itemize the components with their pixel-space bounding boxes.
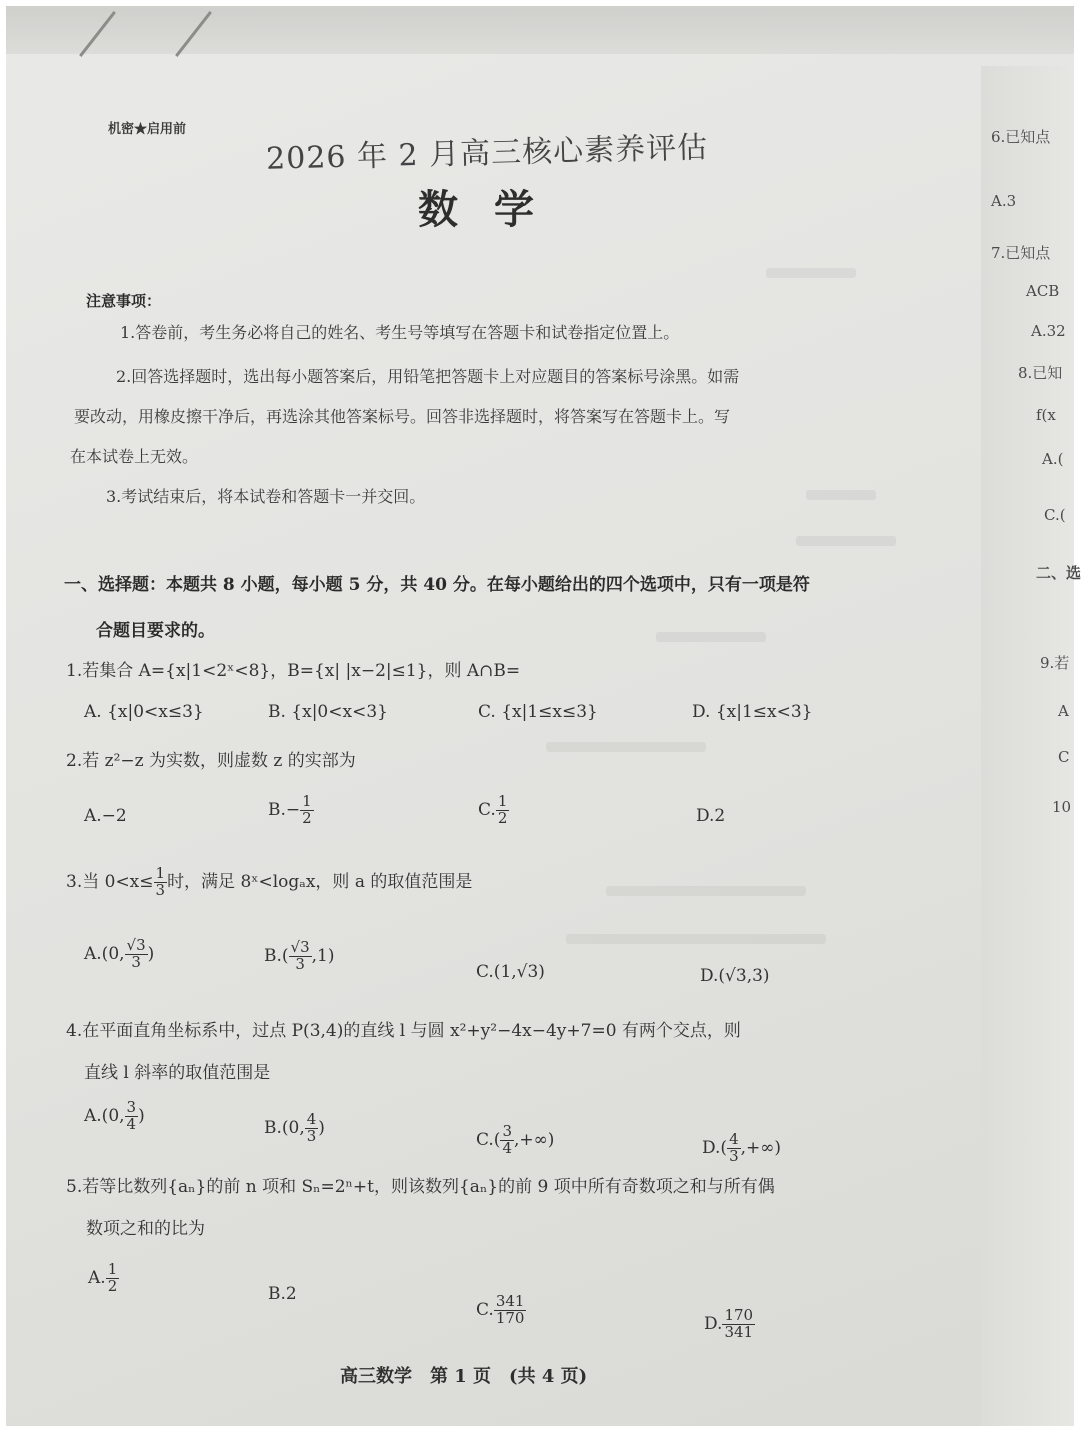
q2-option-b [268,794,314,827]
q5-a-pre: A. [88,1267,106,1288]
q1-option-d: D. {x|1≤x<3} [692,702,813,722]
bleed-through [656,632,766,642]
subject-title: 数学 [418,186,570,233]
q1-option-b: B. {x|0<x<3} [268,702,388,722]
numerator: 1 [497,792,508,810]
notice-line: 1.答卷前，考生务必将自己的姓名、考生号等填写在答题卡和试卷指定位置上。 [120,323,680,342]
notice-line: 要改动，用橡皮擦干净后，再选涂其他答案标号。回答非选择题时，将答案写在答题卡上。写 [74,407,731,426]
question-3-stem [66,866,472,899]
fraction [125,1100,139,1133]
question-1-stem: 1.若集合 A={x|1<2ˣ<8}，B={x| |x−2|≤1}，则 A∩B= [66,661,521,681]
q2-c-prefix: C. [478,799,496,820]
next-page-text: 10 [1052,798,1072,816]
q1-option-c: C. {x|1≤x≤3} [478,702,598,722]
next-page-text: 7.已知点 [991,244,1051,262]
bleed-through [566,934,826,944]
q4-option-b [264,1112,325,1145]
q2-option-d: D.2 [696,806,726,826]
q4-c-pre: C.( [476,1129,501,1150]
bleed-through [796,536,896,546]
q5-d-pre: D. [704,1313,723,1334]
denominator: 2 [302,808,312,827]
fraction [494,1294,527,1327]
page-footer: 高三数学 第 1 页 (共 4 页) [340,1366,588,1387]
denominator: 3 [155,880,166,899]
denominator: 3 [131,952,141,971]
q2-option-c [478,794,509,827]
q3-option-d: D.(√3,3) [700,966,770,986]
numerator: 1 [155,864,166,882]
q4-option-a [84,1100,145,1133]
numerator: 4 [729,1130,739,1148]
q3-b-pre: B.( [264,945,289,966]
next-page-strip [981,66,1074,1426]
numerator: 3 [502,1122,512,1140]
bleed-through [766,268,856,278]
q3-stem-pre: 3.当 0<x≤ [66,871,154,892]
denominator: 2 [107,1276,118,1295]
notice-line: 在本试卷上无效。 [70,447,199,466]
q3-option-b [264,940,335,973]
denominator: 3 [729,1146,739,1165]
section-heading: 一、选择题：本题共 8 小题，每小题 5 分，共 40 分。在每小题给出的四个选项中，只有一项是符 [64,575,810,595]
q3-b-post: ,1) [311,945,335,966]
next-page-text: A.( [1042,450,1064,468]
q5-c-pre: C. [476,1299,494,1320]
numerator: 1 [107,1260,118,1278]
next-page-text: A.32 [1031,322,1066,340]
q4-d-post: ,+∞) [740,1137,782,1158]
numerator: 170 [724,1306,754,1324]
next-page-text: ACB [1026,282,1060,300]
fraction [305,1112,319,1145]
next-page-text: f(x [1036,406,1056,424]
numerator: 4 [306,1110,317,1128]
next-page-text: A.3 [991,192,1017,210]
fraction [722,1308,755,1341]
confidential-mark: 机密★启用前 [108,122,187,137]
next-page-text: C.( [1044,506,1066,524]
q5-option-c [476,1294,526,1327]
q5-option-a [88,1262,119,1295]
numerator: √3 [126,936,146,954]
q3-a-post: ) [147,943,155,964]
q4-a-pre: A.(0, [84,1105,125,1126]
q4-c-post: ,+∞) [513,1129,555,1150]
fraction [496,794,510,827]
question-5-stem-cont: 数项之和的比为 [86,1219,205,1239]
q2-b-prefix: B.− [268,799,301,820]
next-page-text: C [1058,748,1070,766]
numerator: 341 [495,1292,525,1310]
q4-a-post: ) [138,1105,145,1126]
q3-option-a [84,938,154,971]
q4-option-d [702,1132,781,1165]
bleed-through [806,490,876,500]
q4-option-c [476,1124,554,1157]
fraction [727,1132,741,1165]
notice-line: 3.考试结束后，将本试卷和答题卡一并交回。 [106,487,426,506]
question-2-stem: 2.若 z²−z 为实数，则虚数 z 的实部为 [66,751,356,771]
next-page-text: 6.已知点 [991,128,1051,146]
q5-option-d [704,1308,755,1341]
notice-heading: 注意事项： [86,292,162,310]
section-heading-cont: 合题目要求的。 [96,621,215,641]
notice-line: 2.回答选择题时，选出每小题答案后，用铅笔把答题卡上对应题目的答案标号涂黑。如需 [116,367,740,386]
next-page-text: 二、选 [1036,564,1081,582]
fraction [289,940,312,973]
fraction [106,1262,120,1295]
next-page-text: 8.已知 [1018,364,1063,382]
question-4-stem-cont: 直线 l 斜率的取值范围是 [84,1063,271,1083]
bleed-through [546,742,706,752]
q2-option-a: A.−2 [84,806,127,826]
q3-option-c: C.(1,√3) [476,962,545,982]
denominator: 4 [126,1114,137,1133]
next-page-text: 9.若 [1040,654,1070,672]
denominator: 3 [295,954,305,973]
q1-option-a: A. {x|0<x≤3} [84,702,204,722]
q5-option-b: B.2 [268,1284,297,1304]
bleed-through [606,886,806,896]
denominator: 2 [497,808,508,827]
fraction [500,1124,514,1157]
fraction [125,938,148,971]
q3-a-pre: A.(0, [84,943,125,964]
denominator: 170 [495,1308,525,1327]
denominator: 3 [306,1126,317,1145]
q4-b-pre: B.(0, [264,1117,305,1138]
question-4-stem: 4.在平面直角坐标系中，过点 P(3,4)的直线 l 与圆 x²+y²−4x−4y+7=0 有两个交点，则 [66,1021,741,1041]
fraction [300,794,314,827]
question-5-stem: 5.若等比数列{aₙ}的前 n 项和 Sₙ=2ⁿ+t，则该数列{aₙ}的前 9 项中所有奇数项之和与所有偶 [66,1177,775,1197]
q4-b-post: ) [318,1117,325,1138]
next-page-text: A [1058,702,1069,720]
numerator: √3 [290,938,310,956]
exam-title: 2026 年 2 月高三核心素养评估 [265,130,709,177]
q4-d-pre: D.( [702,1137,728,1158]
table-edge [6,6,1074,54]
denominator: 341 [724,1322,754,1341]
fraction [154,866,168,899]
numerator: 1 [302,792,312,810]
numerator: 3 [126,1098,137,1116]
q3-stem-post: 时，满足 8ˣ<logₐx，则 a 的取值范围是 [167,871,473,892]
denominator: 4 [502,1138,512,1157]
